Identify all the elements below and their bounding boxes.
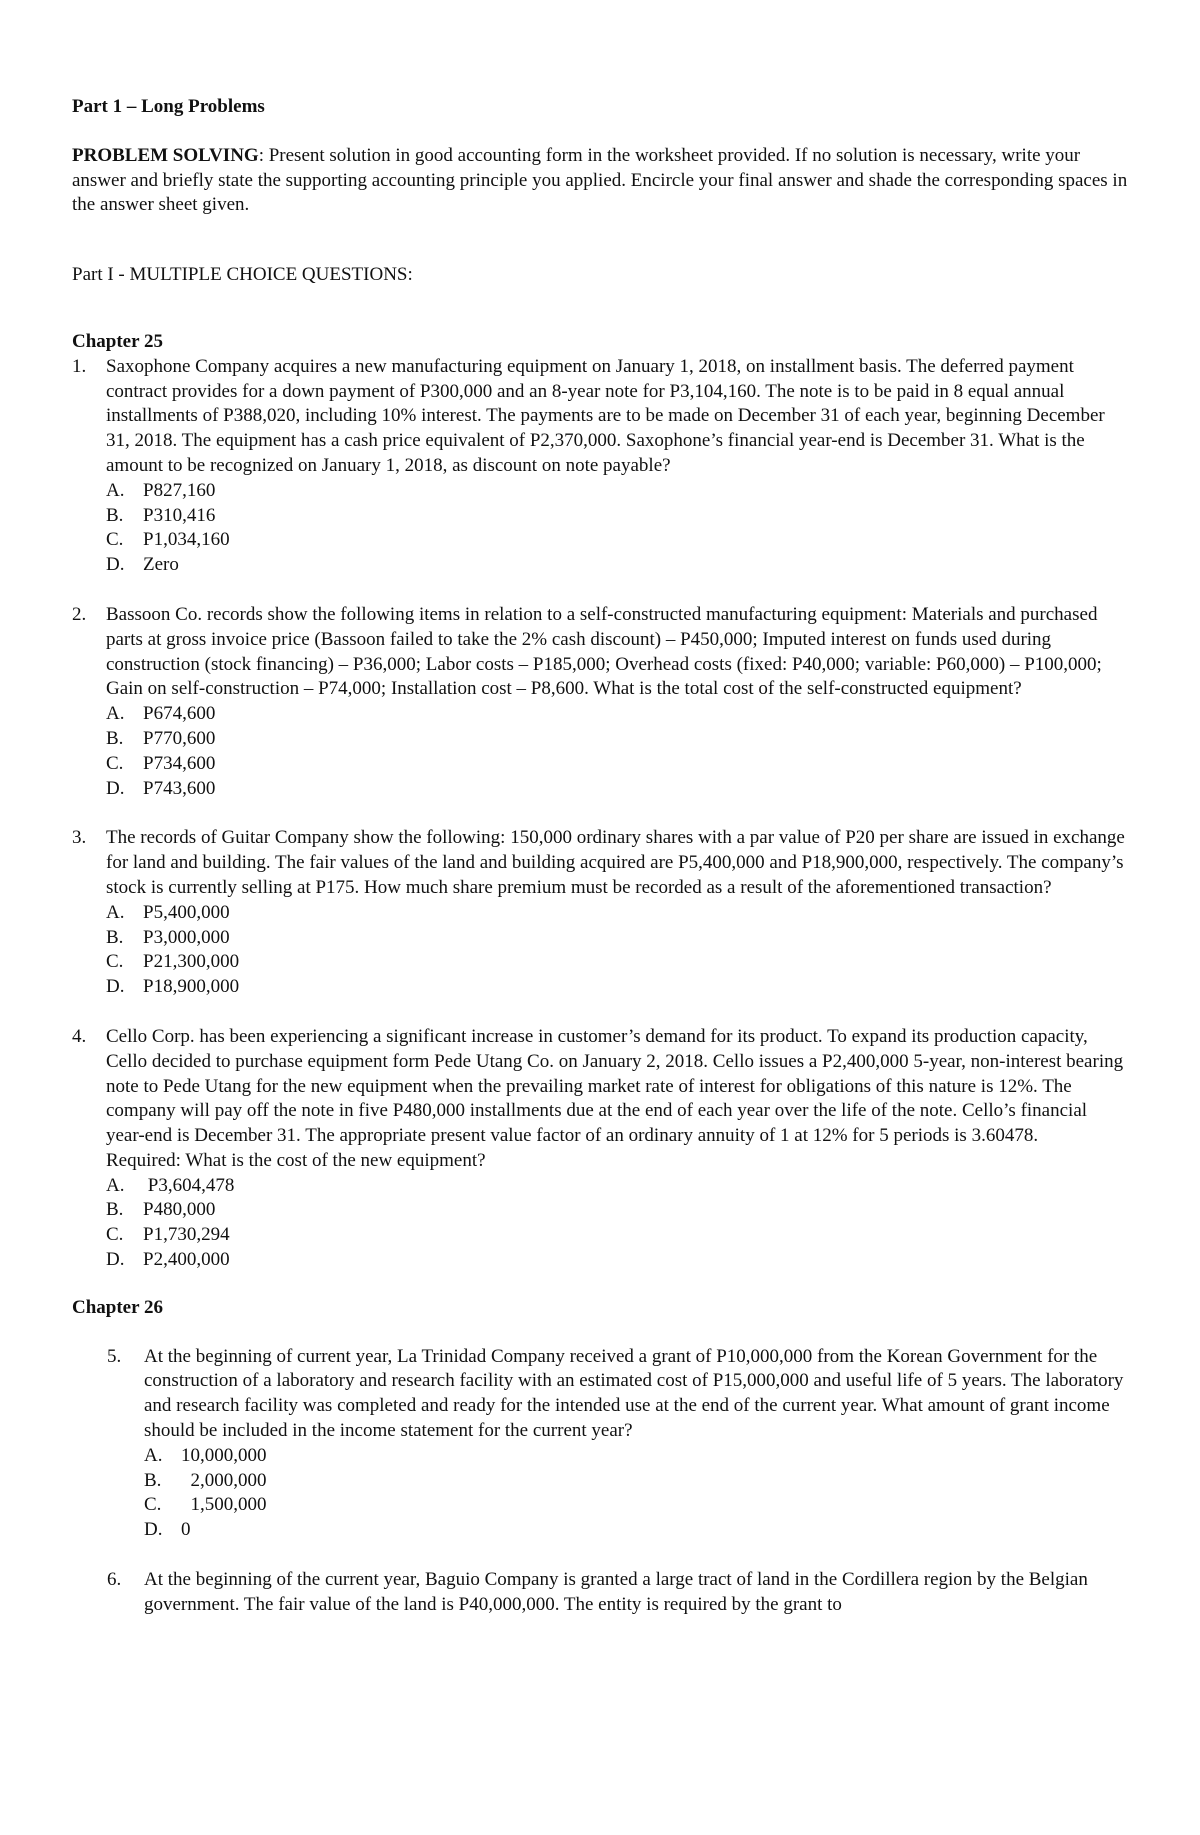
chapter-title: Chapter 26	[72, 1296, 163, 1318]
choice-letter: A.	[106, 479, 125, 501]
choice-text: P1,730,294	[143, 1224, 230, 1246]
choice-a	[106, 1174, 1128, 1199]
question-text: Bassoon Co. records show the following items in relation to a self-constructed manufacturing equipment: Materials and purchased parts at gross invoice price (Bassoon failed to take the 2% cash discount) – P450,000; Imputed interest on funds used during construction (stock financing) – P36,000; Labor costs – P185,000; Overhead costs (fixed: P40,000; variable: P60,000) – P100,000; Gain on self-construction – P74,000; Installation cost – P8,600. What is the total cost of the self-constructed equipment?	[106, 603, 1102, 700]
question-number: 3.	[72, 827, 87, 849]
choice-text: P3,000,000	[143, 926, 230, 948]
question-text: Saxophone Company acquires a new manufacturing equipment on January 1, 2018, on installment basis. The deferred payment contract provides for a down payment of P300,000 and an 8-year note for P3,104,160. The note is to be paid in 8 equal annual installments of P388,020, including 10% interest. The payments are to be made on December 31 of each year, beginning December 31, 2018. The equipment has a cash price equivalent of P2,370,000. Saxophone’s financial year-end is December 31. What is the amount to be recognized on January 1, 2018, as discount on note payable?	[106, 355, 1105, 476]
choice-d	[144, 1518, 1128, 1543]
question-3	[72, 826, 1128, 1000]
choice-letter: C.	[144, 1494, 162, 1516]
choice-text: P770,600	[143, 727, 216, 749]
choice-d	[106, 975, 1128, 1000]
mcq-title: Part I - MULTIPLE CHOICE QUESTIONS:	[72, 264, 413, 286]
choice-b	[106, 1198, 1128, 1223]
choice-b	[144, 1469, 1128, 1494]
question-number: 5.	[107, 1345, 122, 1367]
choice-letter: D.	[106, 976, 125, 998]
question-text: The records of Guitar Company show the following: 150,000 ordinary shares with a par value of P20 per share are issued in exchange for land and building. The fair values of the land and building acquired are P5,400,000 and P18,900,000, respectively. The company’s stock is currently selling at P175. How much share premium must be recorded as a result of the aforementioned transaction?	[106, 827, 1125, 898]
question-6	[107, 1568, 1128, 1618]
choice-c	[106, 950, 1128, 975]
choice-text: P1,034,160	[143, 529, 230, 551]
choice-text: P2,400,000	[143, 1249, 230, 1271]
choice-text: P674,600	[143, 703, 216, 725]
choice-d	[106, 553, 1128, 578]
choice-letter: A.	[106, 1174, 125, 1196]
choice-letter: D.	[144, 1519, 163, 1541]
choice-letter: B.	[106, 727, 124, 749]
choice-letter: D.	[106, 777, 125, 799]
choice-letter: D.	[106, 554, 125, 576]
choice-text: 0	[181, 1519, 191, 1541]
chapter-26-questions	[107, 1345, 1128, 1618]
choice-list	[144, 1444, 1128, 1543]
question-2	[72, 603, 1128, 801]
choice-a	[144, 1444, 1128, 1469]
choice-b	[106, 926, 1128, 951]
question-4	[72, 1025, 1128, 1273]
choice-letter: C.	[106, 529, 124, 551]
choice-text: 10,000,000	[181, 1444, 267, 1466]
choice-b	[106, 727, 1128, 752]
chapter-title: Chapter 25	[72, 330, 163, 352]
choice-letter: A.	[106, 703, 125, 725]
question-required: Required: What is the cost of the new equipment?	[106, 1149, 486, 1171]
choice-text: P21,300,000	[143, 951, 240, 973]
choice-letter: B.	[106, 926, 124, 948]
choice-list	[106, 901, 1128, 1000]
choice-text: P734,600	[143, 752, 216, 774]
question-number: 4.	[72, 1025, 87, 1047]
choice-d	[106, 777, 1128, 802]
question-number: 2.	[72, 603, 87, 625]
choice-text: P310,416	[143, 504, 216, 526]
question-text: At the beginning of the current year, Baguio Company is granted a large tract of land in the Cordillera region by the Belgian government. The fair value of the land is P40,000,000. The entity is required by the grant to	[144, 1569, 1088, 1615]
instructions-text: : Present solution in good accounting form in the worksheet provided. If no solution is necessary, write your answer and briefly state the supporting accounting principle you applied. Encircle your final answer and shade the corresponding spaces in the answer sheet given.	[72, 144, 1128, 216]
choice-letter: D.	[106, 1249, 125, 1271]
part-heading: Part 1 – Long Problems	[72, 96, 265, 117]
choice-list	[106, 479, 1128, 578]
choice-b	[106, 504, 1128, 529]
choice-letter: B.	[106, 504, 124, 526]
question-text: At the beginning of current year, La Trinidad Company received a grant of P10,000,000 from the Korean Government for the construction of a laboratory and research facility with an estimated cost of P15,000,000 and useful life of 5 years. The laboratory and research facility was completed and ready for the intended use at the end of the current year. What amount of grant income should be included in the income statement for the current year?	[144, 1345, 1124, 1442]
instructions-lead: PROBLEM SOLVING	[72, 144, 259, 166]
choice-text: P5,400,000	[143, 901, 230, 923]
choice-letter: C.	[106, 752, 124, 774]
choice-letter: A.	[144, 1444, 163, 1466]
choice-list	[106, 702, 1128, 801]
question-text: Cello Corp. has been experiencing a significant increase in customer’s demand for its product. To expand its production capacity, Cello decided to purchase equipment form Pede Utang Co. on January 2, 2018. Cello issues a P2,400,000 5-year, non-interest bearing note to Pede Utang for the new equipment when the prevailing market rate of interest for obligations of this nature is 12%. The company will pay off the note in five P480,000 installments due at the end of each year over the life of the note. Cello’s financial year-end is December 31. The appropriate present value factor of an ordinary annuity of 1 at 12% for 5 periods is 3.60478.	[106, 1025, 1124, 1147]
choice-c	[106, 1223, 1128, 1248]
question-1	[72, 355, 1128, 578]
question-5	[107, 1345, 1128, 1543]
choice-a	[106, 901, 1128, 926]
question-number: 6.	[107, 1569, 122, 1591]
question-number: 1.	[72, 355, 87, 377]
choice-text: P18,900,000	[143, 976, 240, 998]
choice-list	[106, 1174, 1128, 1273]
choice-letter: C.	[106, 1224, 124, 1246]
choice-text: P743,600	[143, 777, 216, 799]
choice-text: P480,000	[143, 1199, 216, 1221]
choice-text: P827,160	[143, 479, 216, 501]
choice-letter: B.	[106, 1199, 124, 1221]
choice-a	[106, 479, 1128, 504]
choice-text: Zero	[143, 554, 179, 576]
choice-letter: A.	[106, 901, 125, 923]
choice-letter: C.	[106, 951, 124, 973]
choice-c	[106, 528, 1128, 553]
choice-text: 1,500,000	[181, 1494, 267, 1516]
choice-c	[106, 752, 1128, 777]
choice-letter: B.	[144, 1469, 162, 1491]
choice-text: P3,604,478	[143, 1174, 235, 1196]
choice-c	[144, 1493, 1128, 1518]
instructions-paragraph	[72, 144, 1128, 218]
choice-text: 2,000,000	[181, 1469, 267, 1491]
choice-a	[106, 702, 1128, 727]
choice-d	[106, 1248, 1128, 1273]
